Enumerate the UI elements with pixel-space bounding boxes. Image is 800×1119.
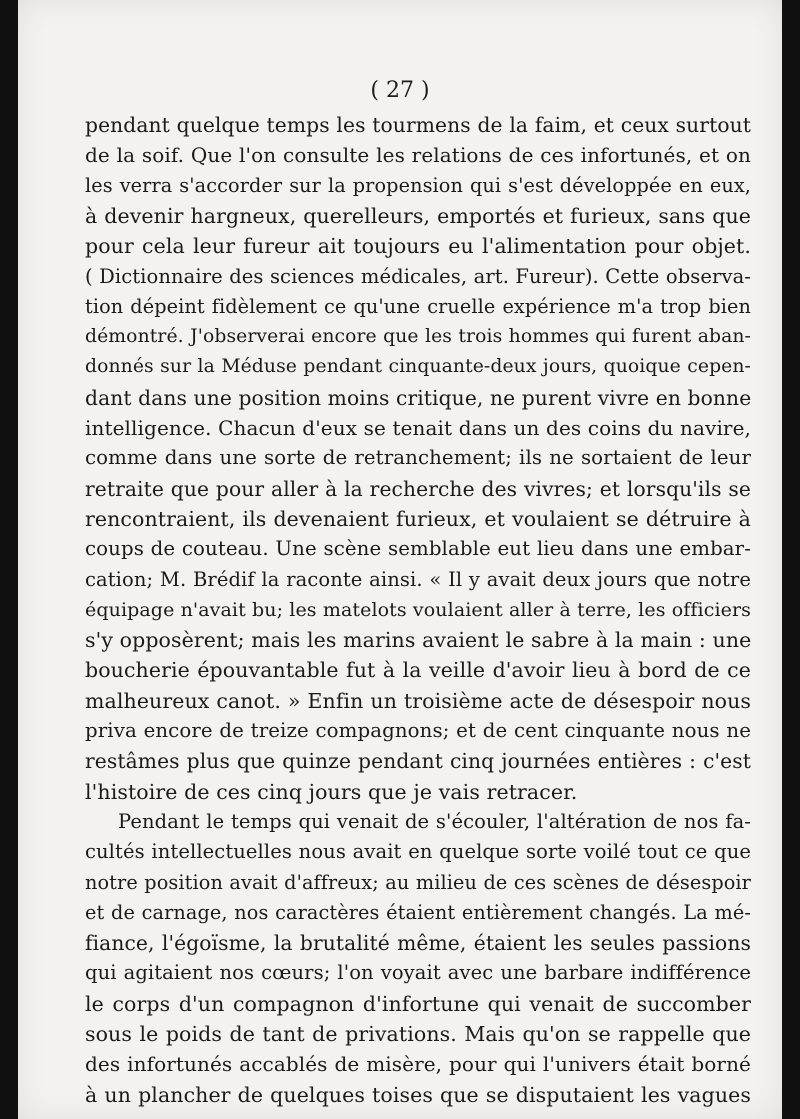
text-line: et de carnage, nos caractères étaient entièrement changés. La mé- bbox=[85, 900, 751, 924]
page-number: ( 27 ) bbox=[370, 78, 430, 103]
text-line: ( Dictionnaire des sciences médicales, art. Fureur). Cette observa- bbox=[85, 264, 751, 288]
text-line: comme dans une sorte de retranchement; ils ne sortaient de leur bbox=[85, 446, 751, 470]
text-line: restâmes plus que quinze pendant cinq journées entières : c'est bbox=[85, 749, 751, 774]
text-line: le corps d'un compagnon d'infortune qui venait de succomber bbox=[85, 991, 751, 1016]
text-line: à devenir hargneux, querelleurs, emportés et furieux, sans que bbox=[85, 203, 751, 228]
text-line: l'histoire de ces cinq jours que je vais retracer. bbox=[85, 779, 578, 804]
text-line: rencontraient, ils devenaient furieux, et voulaient se détruire à bbox=[85, 506, 751, 531]
text-line: de la soif. Que l'on consulte les relations de ces infortunés, et on bbox=[85, 143, 751, 168]
text-line: cation; M. Brédif la raconte ainsi. « Il y avait deux jours que notre bbox=[85, 567, 751, 591]
text-line: coups de couteau. Une scène semblable eut lieu dans une embar- bbox=[85, 537, 751, 561]
book-page bbox=[18, 0, 782, 1119]
text-line: fiance, l'égoïsme, la brutalité même, étaient les seules passions bbox=[85, 931, 751, 956]
text-line: pendant quelque temps les tourmens de la faim, et ceux surtout bbox=[85, 113, 751, 137]
text-line: cultés intellectuelles nous avait en quelque sorte voilé tout ce que bbox=[85, 840, 751, 864]
text-line: des infortunés accablés de misère, pour qui l'univers était borné bbox=[85, 1052, 751, 1077]
text-line: notre position avait d'affreux; au milieu de ces scènes de désespoir bbox=[85, 870, 751, 894]
text-line: à un plancher de quelques toises que se disputaient les vagues bbox=[85, 1082, 751, 1107]
text-line: malheureux canot. » Enfin un troisième acte de désespoir nous bbox=[85, 688, 751, 713]
text-line: équipage n'avait bu; les matelots voulaient aller à terre, les officiers bbox=[85, 598, 751, 621]
text-line: priva encore de treize compagnons; et de cent cinquante nous ne bbox=[85, 719, 751, 742]
text-line: retraite que pour aller à la recherche des vivres; et lorsqu'ils se bbox=[85, 476, 751, 501]
text-line: tion dépeint fidèlement ce qu'une cruelle expérience m'a trop bien bbox=[85, 294, 751, 318]
text-line: Pendant le temps qui venait de s'écouler, l'altération de nos fa- bbox=[118, 809, 751, 833]
text-line: intelligence. Chacun d'eux se tenait dans un des coins du navire, bbox=[85, 416, 751, 440]
text-line: démontré. J'observerai encore que les trois hommes qui furent aban- bbox=[85, 326, 751, 348]
text-line: les verra s'accorder sur la propension qui s'est développée en eux, bbox=[85, 173, 751, 197]
text-line: dant dans une position moins critique, ne purent vivre en bonne bbox=[85, 385, 752, 410]
text-line: qui agitaient nos cœurs; l'on voyait avec une barbare indifférence bbox=[85, 961, 751, 985]
text-line: boucherie épouvantable fut à la veille d'avoir lieu à bord de ce bbox=[85, 658, 751, 683]
text-line: pour cela leur fureur ait toujours eu l'alimentation pour objet. bbox=[85, 234, 751, 259]
text-line: sous le poids de tant de privations. Mais qu'on se rappelle que bbox=[85, 1022, 751, 1046]
text-line: s'y opposèrent; mais les marins avaient le sabre à la main : une bbox=[85, 628, 752, 653]
text-line: donnés sur la Méduse pendant cinquante-deux jours, quoique cepen- bbox=[85, 356, 751, 378]
